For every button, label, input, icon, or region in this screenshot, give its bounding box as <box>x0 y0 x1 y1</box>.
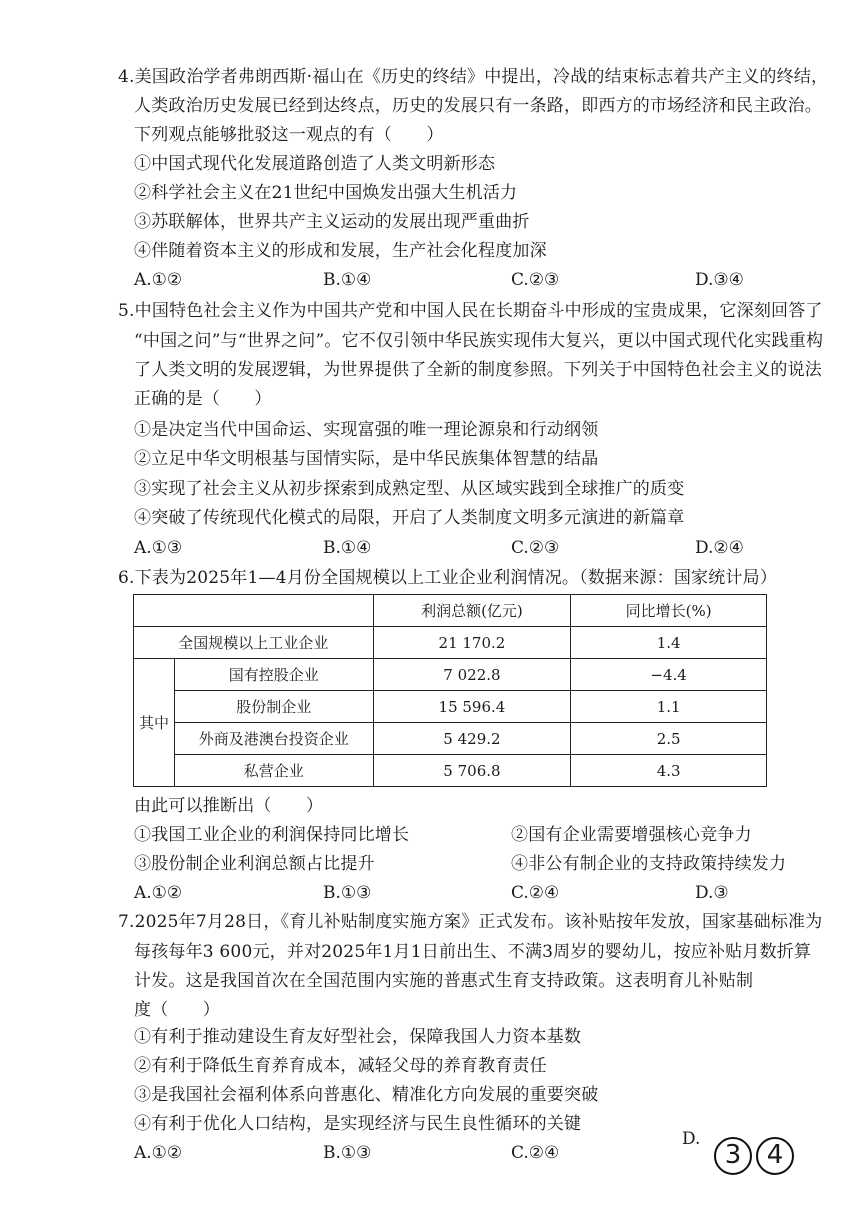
q5-stem-line-3: 了人类文明的发展逻辑，为世界提供了全新的制度参照。下列关于中国特色社会主义的说法 <box>134 360 822 380</box>
table-group-label: 其中 <box>134 659 175 787</box>
q6-question: 由此可以推断出（ ） <box>134 796 324 816</box>
table-row <box>134 659 767 691</box>
q4-item-4: ④伴随着资本主义的形成和发展，生产社会化程度加深 <box>134 241 547 261</box>
q6-item-4: ④非公有制企业的支持政策持续发力 <box>511 854 787 874</box>
q7-stem-line-1: 7.2025年7月28日，《育儿补贴制度实施方案》正式发布。该补贴按年发放，国家基础标准为 <box>118 912 823 932</box>
q7-item-1: ①有利于推动建设生育友好型社会，保障我国人力资本基数 <box>134 1027 582 1047</box>
q4-item-1: ①中国式现代化发展道路创造了人类文明新形态 <box>134 154 496 174</box>
q7-option-d[interactable]: D. <box>682 1129 701 1149</box>
q5-option-d[interactable]: D.②④ <box>695 538 744 558</box>
table-row-profit: 5 429.2 <box>373 723 571 755</box>
table-row-label: 国有控股企业 <box>174 659 373 691</box>
table-row-growth: 2.5 <box>571 723 767 755</box>
table-total-label: 全国规模以上工业企业 <box>134 627 374 659</box>
q5-item-3: ③实现了社会主义从初步探索到成熟定型、从区域实践到全球推广的质变 <box>134 479 685 499</box>
q7-option-b[interactable]: B.①③ <box>323 1143 372 1163</box>
table-row-growth: 1.1 <box>571 691 767 723</box>
table-row-profit: 15 596.4 <box>373 691 571 723</box>
q6-option-c[interactable]: C.②④ <box>511 883 560 903</box>
q7-item-3: ③是我国社会福利体系向普惠化、精准化方向发展的重要突破 <box>134 1085 599 1105</box>
q6-option-d[interactable]: D.③ <box>695 883 729 903</box>
q6-item-1: ①我国工业企业的利润保持同比增长 <box>134 825 410 845</box>
q4-option-a[interactable]: A.①② <box>134 270 183 290</box>
table-row <box>134 755 767 787</box>
table-header-profit: 利润总额(亿元) <box>373 595 571 627</box>
q5-stem-line-1: 5.中国特色社会主义作为中国共产党和中国人民在长期奋斗中形成的宝贵成果，它深刻回答了 <box>118 301 823 321</box>
q5-stem-line-2: “中国之问”与“世界之问”。它不仅引领中华民族实现伟大复兴，更以中国式现代化实践重构 <box>134 331 824 351</box>
q7-item-4: ④有利于优化人口结构，是实现经济与民生良性循环的关键 <box>134 1114 582 1134</box>
q5-item-4: ④突破了传统现代化模式的局限，开启了人类制度文明多元演进的新篇章 <box>134 508 685 528</box>
q5-option-c[interactable]: C.②③ <box>511 538 560 558</box>
q4-stem-line-3: 下列观点能够批驳这一观点的有（ ） <box>134 125 444 145</box>
q5-item-2: ②立足中华文明根基与国情实际，是中华民族集体智慧的结晶 <box>134 449 599 469</box>
table-row-profit: 7 022.8 <box>373 659 571 691</box>
q7-option-a[interactable]: A.①② <box>134 1143 183 1163</box>
q4-option-c[interactable]: C.②③ <box>511 270 560 290</box>
table-header-growth: 同比增长(%) <box>571 595 767 627</box>
q4-stem-line-1: 4.美国政治学者弗朗西斯·福山在《历史的终结》中提出，冷战的结束标志着共产主义的终结， <box>118 67 829 87</box>
table-row <box>134 627 767 659</box>
handwritten-answer-circle-4: 4 <box>756 1137 794 1175</box>
table-total-growth: 1.4 <box>571 627 767 659</box>
q4-option-b[interactable]: B.①④ <box>323 270 372 290</box>
q5-stem-line-4: 正确的是（ ） <box>134 389 272 409</box>
q7-option-c[interactable]: C.②④ <box>511 1143 560 1163</box>
table-total-profit: 21 170.2 <box>373 627 571 659</box>
q5-option-a[interactable]: A.①③ <box>134 538 183 558</box>
table-row-label: 外商及港澳台投资企业 <box>174 723 373 755</box>
q7-stem-line-2: 每孩每年3 600元，并对2025年1月1日前出生、不满3周岁的婴幼儿，按应补贴月数折算 <box>134 942 812 962</box>
table-row-profit: 5 706.8 <box>373 755 571 787</box>
table-header-blank <box>134 595 374 627</box>
table-row-label: 私营企业 <box>174 755 373 787</box>
q4-item-2: ②科学社会主义在21世纪中国焕发出强大生机活力 <box>134 183 518 203</box>
table-header-row <box>134 595 767 627</box>
q4-item-3: ③苏联解体，世界共产主义运动的发展出现严重曲折 <box>134 212 530 232</box>
q7-item-2: ②有利于降低生育养育成本，减轻父母的养育教育责任 <box>134 1056 547 1076</box>
table-row-label: 股份制企业 <box>174 691 373 723</box>
table-row-growth: −4.4 <box>571 659 767 691</box>
q6-stem: 6.下表为2025年1—4月份全国规模以上工业企业利润情况。（数据来源：国家统计局） <box>118 568 778 588</box>
q4-stem-line-2: 人类政治历史发展已经到达终点，历史的发展只有一条路，即西方的市场经济和民主政治。 <box>134 96 822 116</box>
q4-option-d[interactable]: D.③④ <box>695 270 744 290</box>
table-row <box>134 723 767 755</box>
profit-table <box>133 594 767 787</box>
table-row <box>134 691 767 723</box>
q6-item-3: ③股份制企业利润总额占比提升 <box>134 854 375 874</box>
q5-option-b[interactable]: B.①④ <box>323 538 372 558</box>
q6-item-2: ②国有企业需要增强核心竞争力 <box>511 825 752 845</box>
q6-option-a[interactable]: A.①② <box>134 883 183 903</box>
q7-stem-line-3: 计发。这是我国首次在全国范围内实施的普惠式生育支持政策。这表明育儿补贴制 <box>134 971 754 991</box>
q7-stem-line-4: 度（ ） <box>134 1000 220 1020</box>
q5-item-1: ①是决定当代中国命运、实现富强的唯一理论源泉和行动纲领 <box>134 420 599 440</box>
q6-option-b[interactable]: B.①③ <box>323 883 372 903</box>
handwritten-answer-circle-3: 3 <box>714 1137 752 1175</box>
table-row-growth: 4.3 <box>571 755 767 787</box>
